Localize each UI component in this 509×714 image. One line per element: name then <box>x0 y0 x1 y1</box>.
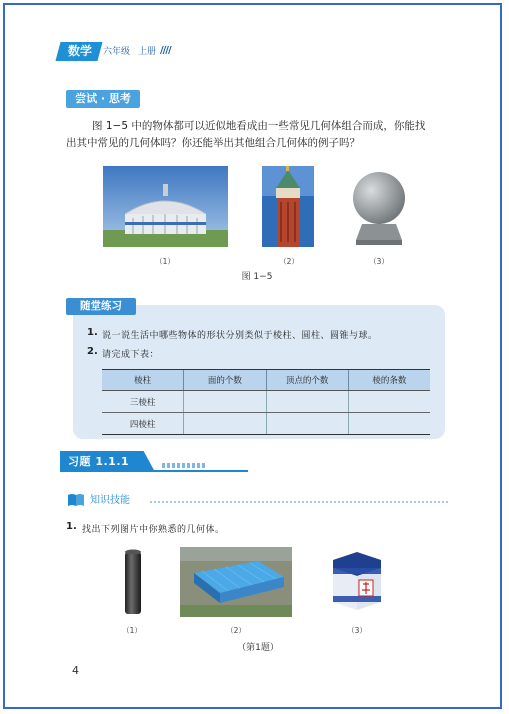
exercise-caption-2: （2） <box>226 626 246 635</box>
dotted-rule <box>150 501 450 503</box>
practice-q2-text: 请完成下表： <box>102 350 160 360</box>
banner-dots-decoration <box>162 463 207 468</box>
table-cell[interactable] <box>348 391 430 413</box>
table-row <box>102 391 430 413</box>
table-header: 面的个数 <box>184 370 266 391</box>
exercise-q1-text: 找出下列图片中你熟悉的几何体。 <box>82 525 225 535</box>
table-cell: 四棱柱 <box>102 413 184 435</box>
practice-q2-number: 2. <box>87 346 98 357</box>
hexagonal-tea-box-photo <box>321 546 393 618</box>
figure-caption-1: （1） <box>155 257 175 266</box>
table-row <box>102 413 430 435</box>
clock-tower-photo <box>262 166 314 247</box>
exercise-caption-3: （3） <box>347 626 367 635</box>
yurt-photo <box>103 166 228 247</box>
page-number: 4 <box>72 664 79 677</box>
figure-title: 图 1−5 <box>241 272 273 282</box>
table-cell[interactable] <box>184 413 266 435</box>
subject-label: 数学 <box>67 44 92 58</box>
grade-label: 六年级 <box>103 47 131 57</box>
prism-table <box>102 369 430 435</box>
open-book-icon <box>67 492 85 506</box>
exercise-figure-title: （第1题） <box>237 643 279 653</box>
table-header: 棱柱 <box>102 370 184 391</box>
practice-tag-label: 随堂练习 <box>80 300 122 312</box>
table-cell[interactable] <box>266 391 348 413</box>
paragraph-line-1: 图 1−5 中的物体都可以近似地看成由一些常见几何体组合而成，你能找 <box>92 120 426 132</box>
table-header: 棱的条数 <box>348 370 430 391</box>
paragraph-line-2: 出其中常见的几何体吗？你还能举出其他组合几何体的例子吗？ <box>66 137 360 149</box>
stone-ball-photo <box>348 166 410 247</box>
table-cell[interactable] <box>348 413 430 435</box>
exercise-q1-number: 1. <box>66 521 77 532</box>
table-cell: 三棱柱 <box>102 391 184 413</box>
practice-q1-text: 说一说生活中哪些物体的形状分别类似于棱柱、圆柱、圆锥与球。 <box>102 331 378 341</box>
exercise-banner-label: 习题 1.1.1 <box>68 455 130 468</box>
practice-q1-number: 1. <box>87 327 98 338</box>
stadium-photo <box>180 547 292 617</box>
figure-caption-3: （3） <box>369 257 389 266</box>
table-cell[interactable] <box>266 413 348 435</box>
table-cell[interactable] <box>184 391 266 413</box>
figure-caption-2: （2） <box>279 257 299 266</box>
banner-underline <box>60 470 248 472</box>
table-header: 顶点的个数 <box>266 370 348 391</box>
exercise-caption-1: （1） <box>122 626 142 635</box>
knowledge-skills-label: 知识技能 <box>90 495 130 506</box>
volume-label: 上册 <box>138 47 157 57</box>
header-decoration: //// <box>160 45 171 56</box>
cylinder-flask-photo <box>118 546 148 618</box>
try-think-tag-label: 尝试 · 思考 <box>75 92 131 105</box>
